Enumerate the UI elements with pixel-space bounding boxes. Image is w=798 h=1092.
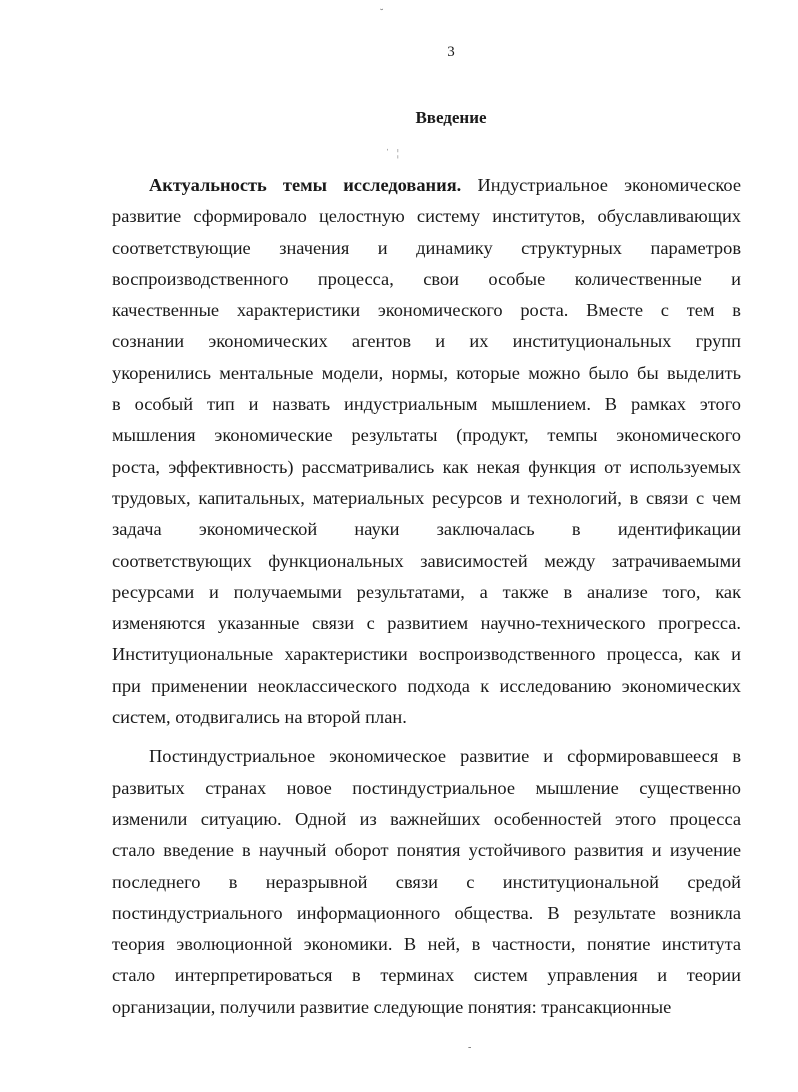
lead-phrase: Актуальность темы исследования. (149, 175, 462, 195)
text-line: Актуальность темы исследования. Индустриальное экономическое (149, 175, 741, 195)
text-line: развитых странах новое постиндустриальное мышление существенно (112, 777, 741, 798)
text-line: постиндустриального информационного общества. В результате возникла (112, 902, 741, 923)
text-line: при применении неоклассического подхода к исследованию экономических (112, 675, 741, 696)
page-number: 3 (447, 44, 455, 60)
text-line: изменили ситуацию. Одной из важнейших особенностей этого процесса (112, 808, 741, 829)
text-line: мышления экономические результаты (продукт, темпы экономического (112, 425, 741, 446)
text-line: развитие сформировало целостную систему институтов, обуславливающих (112, 206, 741, 227)
scan-artifact: - (468, 1042, 472, 1053)
scan-artifact: ˘ (380, 8, 384, 19)
text-line: ресурсами и получаемыми результатами, а также в анализе того, как (112, 581, 741, 602)
text-line: роста, эффективность) рассматривались как некая функция от используемых (112, 456, 741, 477)
paragraph-2 (112, 741, 741, 1023)
text-line: воспроизводственного процесса, свои особые количественные и (112, 268, 741, 289)
text-line: Постиндустриальное экономическое развитие и сформировавшееся в (149, 746, 741, 767)
section-title: Введение (415, 108, 487, 127)
body-text (112, 170, 741, 1023)
text-line: укоренились ментальные модели, нормы, которые можно было бы выделить (112, 362, 741, 383)
paragraph-1 (112, 170, 741, 733)
text-line: сознании экономических агентов и их институциональных групп (112, 331, 741, 352)
text-line: теория эволюционной экономики. В ней, в частности, понятие института (112, 934, 741, 955)
text-line: изменяются указанные связи с развитием научно-технического прогресса. (112, 613, 741, 634)
text-line: трудовых, капитальных, материальных ресурсов и технологий, в связи с чем (112, 487, 741, 508)
text-line: качественные характеристики экономического роста. Вместе с тем в (112, 300, 741, 321)
scan-artifact: ˈ ¦ (386, 148, 399, 159)
text-line: организации, получили развитие следующие понятия: трансакционные (112, 996, 672, 1017)
text-line: стало введение в научный оборот понятия устойчивого развития и изучение (112, 840, 741, 861)
text-line: стало интерпретироваться в терминах систем управления и теории (112, 965, 741, 986)
text-line: задача экономической науки заключалась в идентификации (112, 519, 741, 540)
text-line: соответствующих функциональных зависимостей между затрачиваемыми (112, 550, 741, 571)
text-line: соответствующие значения и динамику структурных параметров (112, 237, 741, 258)
text-line: в особый тип и назвать индустриальным мышлением. В рамках этого (112, 394, 741, 415)
text-line: систем, отодвигались на второй план. (112, 707, 407, 728)
text-line: Институциональные характеристики воспроизводственного процесса, как и (112, 644, 741, 665)
text-line: последнего в неразрывной связи с институциональной средой (112, 871, 741, 892)
